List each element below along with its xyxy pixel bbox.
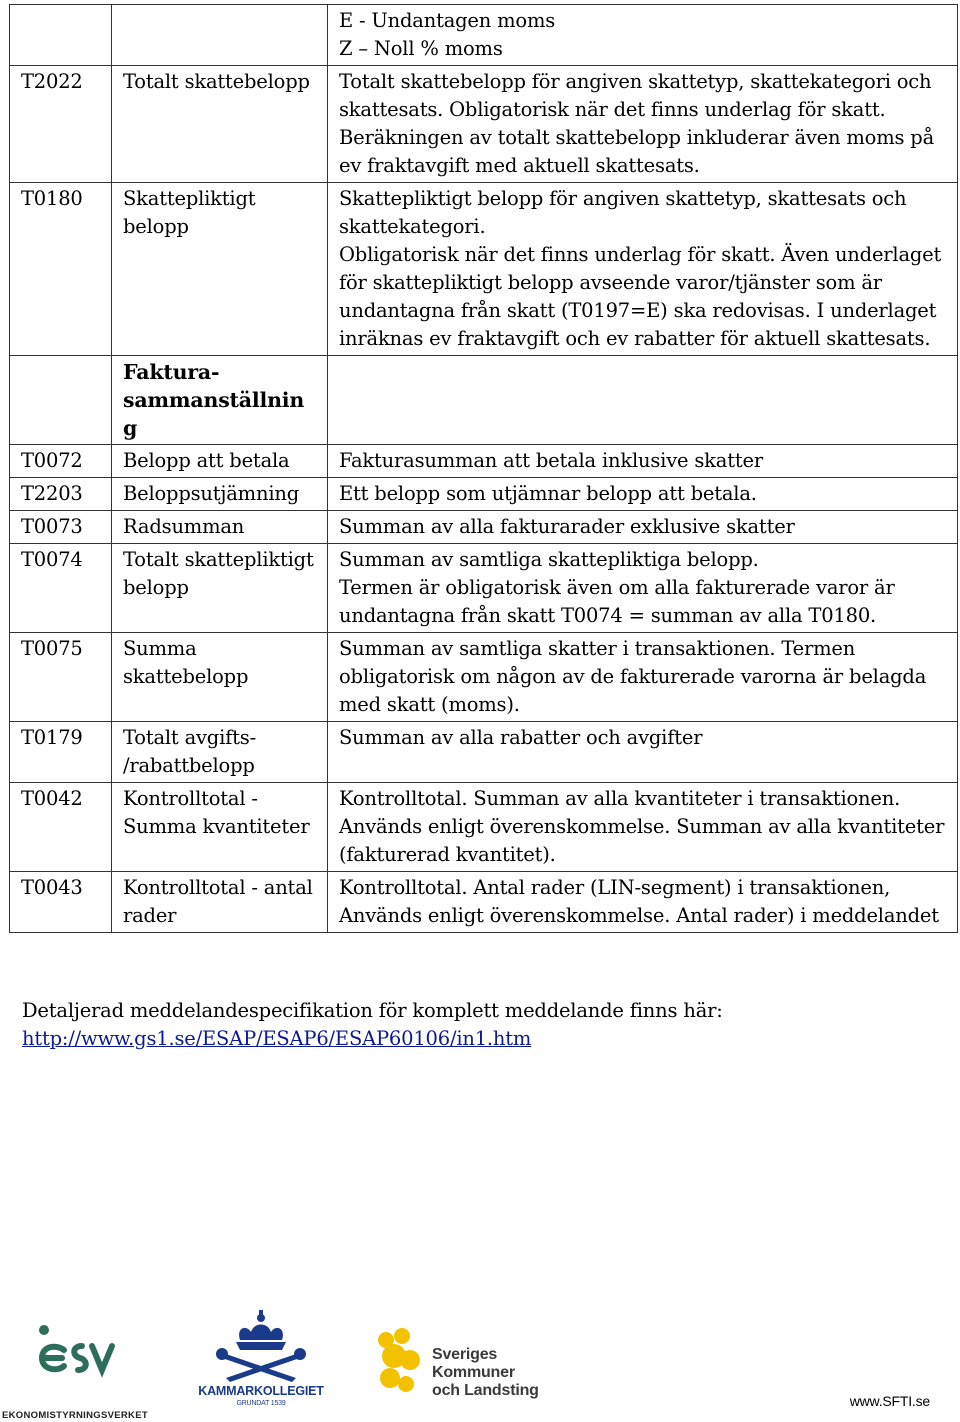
term-code: T0072 — [10, 445, 112, 478]
esv-logo-text: EKONOMISTYRNINGSVERKET — [2, 1410, 148, 1421]
table-row — [10, 544, 958, 633]
term-description — [328, 183, 958, 356]
kammarkollegiet-text: KAMMARKOLLEGIET — [198, 1384, 324, 1398]
term-description — [328, 5, 958, 66]
term-name: Summa skattebelopp — [112, 633, 328, 722]
term-code: T0074 — [10, 544, 112, 633]
term-name: Beloppsutjämning — [112, 478, 328, 511]
description-paragraph: Kontrolltotal. Antal rader (LIN-segment) i transaktionen, — [339, 876, 891, 899]
term-name: Radsumman — [112, 511, 328, 544]
description-paragraph: Ett belopp som utjämnar belopp att betala. — [339, 482, 757, 505]
footer-note — [22, 997, 942, 1053]
description-paragraph: Summan av samtliga skatter i transaktionen. Termen obligatorisk om någon av de fakturerade varorna är belagda med skatt (moms). — [339, 637, 927, 716]
term-code — [10, 5, 112, 66]
esv-logo — [0, 1316, 150, 1421]
description-paragraph: Kontrolltotal. Summan av alla kvantiteter i transaktionen. Används enligt överenskommelse. Summan av alla kvantiteter (fakturerad kvantitet). — [339, 787, 945, 866]
table-row — [10, 5, 958, 66]
term-description — [328, 445, 958, 478]
table-row — [10, 511, 958, 544]
term-code: T0180 — [10, 183, 112, 356]
description-paragraph: Z – Noll % moms — [339, 37, 503, 60]
table-row — [10, 722, 958, 783]
term-name: Totalt skattebelopp — [112, 66, 328, 183]
description-paragraph: Används enligt överenskommelse. Antal rader) i meddelandet — [339, 904, 939, 927]
term-code: T0073 — [10, 511, 112, 544]
term-code: T2203 — [10, 478, 112, 511]
term-name — [112, 5, 328, 66]
skl-logo — [370, 1316, 550, 1406]
term-name: Belopp att betala — [112, 445, 328, 478]
term-name: Kontrolltotal - antal rader — [112, 872, 328, 933]
term-description — [328, 356, 958, 445]
term-name: Totalt skattepliktigt belopp — [112, 544, 328, 633]
skl-text-line-3: och Landsting — [432, 1382, 539, 1399]
description-paragraph: Termen är obligatorisk även om alla fakturerade varor är undantagna från skatt T0074 = summan av alla T0180. — [339, 576, 895, 627]
logo-strip — [0, 1290, 960, 1421]
description-paragraph: Obligatorisk när det finns underlag för skatt. Även underlaget för skattepliktigt belopp avseende varor/tjänster som är undantagna från skatt (T0197=E) ska redovisas. I underlaget inräknas ev fraktavgift och ev rabatter för aktuell skattesats. — [339, 243, 942, 350]
description-paragraph: Summan av alla fakturarader exklusive skatter — [339, 515, 795, 538]
table-row — [10, 872, 958, 933]
term-description — [328, 544, 958, 633]
term-code: T0042 — [10, 783, 112, 872]
term-name: Kontrolltotal - Summa kvantiteter — [112, 783, 328, 872]
term-description — [328, 633, 958, 722]
crown-keys-icon — [196, 1304, 326, 1384]
description-paragraph: Summan av alla rabatter och avgifter — [339, 726, 703, 749]
term-code: T2022 — [10, 66, 112, 183]
section-heading: Faktura-sammanställnin g — [112, 356, 328, 445]
term-description — [328, 478, 958, 511]
term-description — [328, 722, 958, 783]
table-row — [10, 633, 958, 722]
esv-mark-icon — [0, 1316, 150, 1386]
term-name: Skattepliktigt belopp — [112, 183, 328, 356]
table-row — [10, 356, 958, 445]
skl-flame-icon — [370, 1316, 430, 1406]
description-paragraph: E - Undantagen moms — [339, 9, 556, 32]
sfti-website: www.SFTI.se — [849, 1393, 930, 1409]
specification-link[interactable]: http://www.gs1.se/ESAP/ESAP6/ESAP60106/in1.htm — [22, 1027, 532, 1050]
term-name: Totalt avgifts- /rabattbelopp — [112, 722, 328, 783]
description-paragraph: Fakturasumman att betala inklusive skatter — [339, 449, 763, 472]
table-row — [10, 783, 958, 872]
table-row — [10, 478, 958, 511]
term-description — [328, 66, 958, 183]
description-paragraph: Totalt skattebelopp för angiven skattetyp, skattekategori och skattesats. Obligatorisk när det finns underlag för skatt. Beräkningen av totalt skattebelopp inkluderar även moms på ev fraktavgift med aktuell skattesats. — [339, 70, 935, 177]
footer-note-text: Detaljerad meddelandespecifikation för komplett meddelande finns här: — [22, 999, 723, 1022]
term-code: T0043 — [10, 872, 112, 933]
skl-text — [432, 1346, 539, 1400]
term-description — [328, 511, 958, 544]
skl-text-line-1: Sveriges — [432, 1346, 498, 1363]
term-code — [10, 356, 112, 445]
description-paragraph: Skattepliktigt belopp för angiven skattetyp, skattesats och skattekategori. — [339, 187, 907, 238]
description-paragraph: Summan av samtliga skattepliktiga belopp. — [339, 548, 759, 571]
kammarkollegiet-subtext: GRUNDAT 1539 — [236, 1400, 286, 1407]
table-row — [10, 66, 958, 183]
term-code: T0179 — [10, 722, 112, 783]
table-row — [10, 445, 958, 478]
term-description — [328, 783, 958, 872]
kammarkollegiet-logo — [196, 1304, 326, 1408]
terms-table — [9, 4, 958, 933]
skl-text-line-2: Kommuner — [432, 1364, 515, 1381]
term-description — [328, 872, 958, 933]
term-code: T0075 — [10, 633, 112, 722]
table-row — [10, 183, 958, 356]
